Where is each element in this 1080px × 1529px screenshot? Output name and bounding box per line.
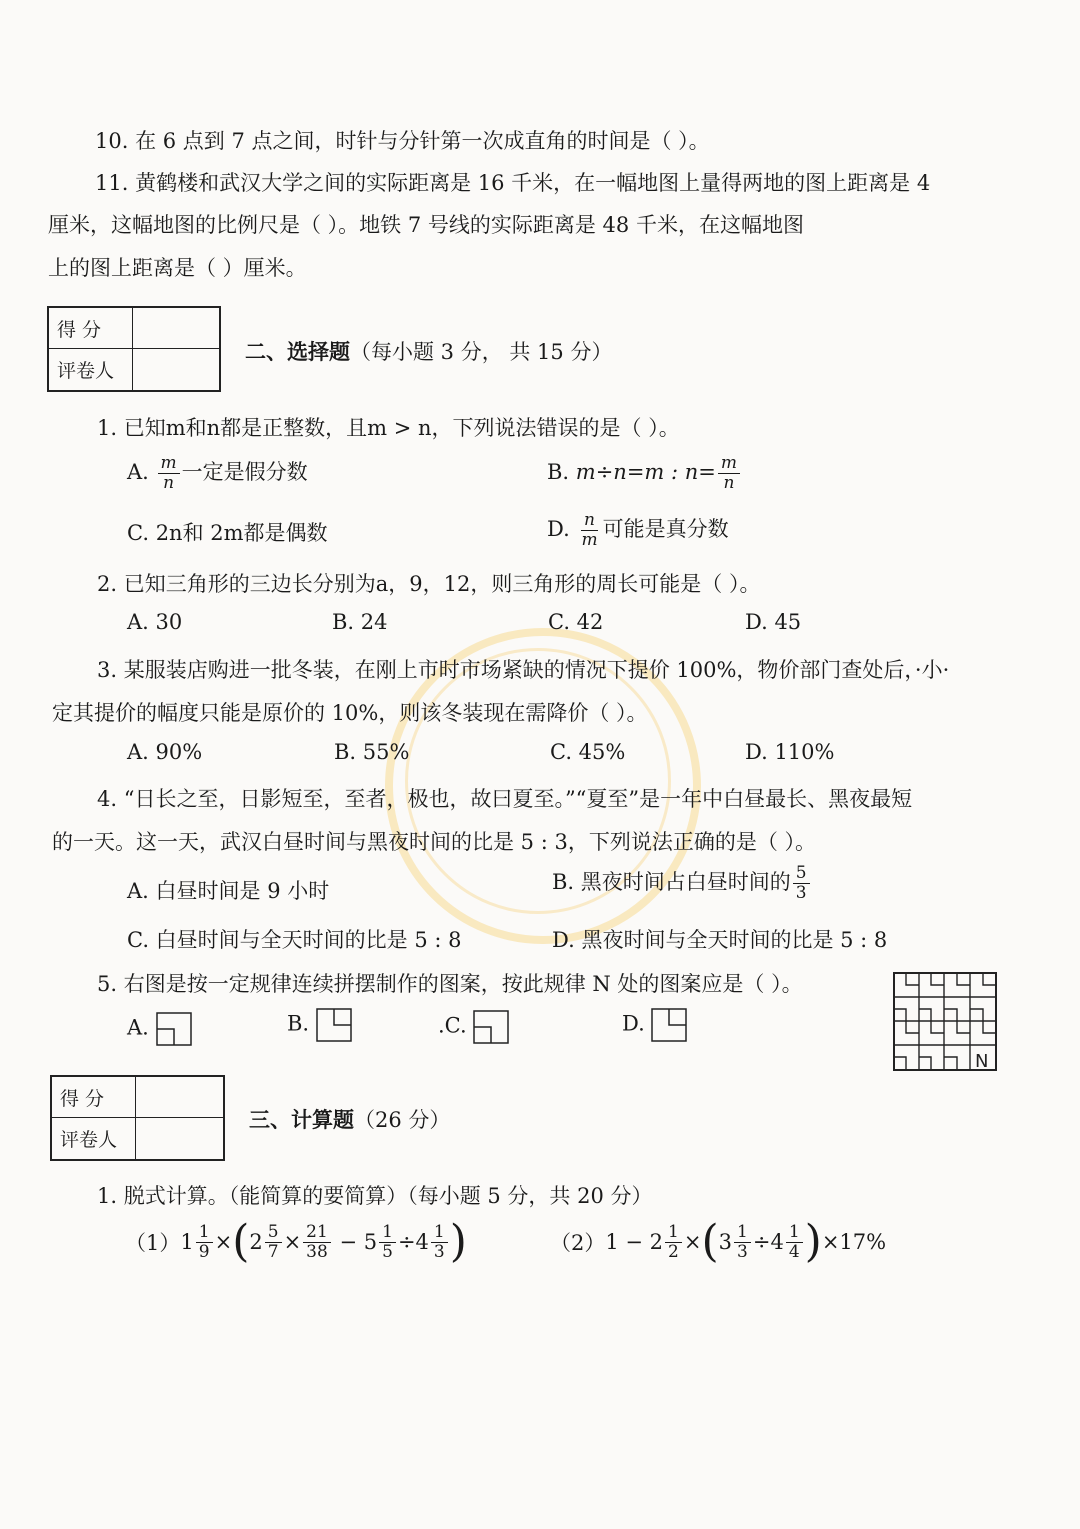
option-a-label: A. [127,460,149,484]
option-c-label: .C. [438,1013,467,1038]
pattern-b-icon [316,1008,352,1042]
fraction-num: 5 [793,865,810,884]
choice-3-option-b: B. 55% [334,740,410,764]
fraction-den: n [723,473,735,493]
choice-3-line2: 定其提价的幅度只能是原价的 10%，则该冬装现在需降价（ ）。 [52,701,648,725]
section-2-title-text: 二、选择题 [245,340,350,364]
option-b-label: B. [287,1011,310,1036]
choice-3-option-c: C. 45% [550,740,626,764]
choice-5-option-d [622,1008,687,1042]
choice-4-line1: 4. “日长之至，日影短至，至者，极也，故曰夏至。”“夏至”是一年中白昼最长、黑夜最短 [97,787,913,811]
score-box [47,306,221,392]
fraction-num: n [581,512,598,531]
option-b-text: m÷n=m : n= [575,460,716,484]
calc-question-1: 1. 脱式计算。（能简算的要简算）（每小题 5 分，共 20 分） [97,1184,653,1208]
section-2-subtitle: （每小题 3 分， 共 15 分） [350,340,613,364]
option-a-text: 一定是假分数 [181,460,308,484]
pattern-d-icon [651,1008,687,1042]
fraction-n-over-m [578,512,600,549]
question-11-line2: 厘米，这幅地图的比例尺是（ ）。地铁 7 号线的实际距离是 48 千米，在这幅地图 [48,213,804,237]
pattern-grid-figure [893,972,997,1072]
option-b-label: B. [547,460,570,484]
section-3-subtitle: （26 分） [354,1108,451,1132]
score-cell[interactable] [133,308,219,349]
expression-2: （2） 1 − 2 $\frac{1}{2}$ × ( 3 $\frac{1}{3}$ ÷4 $\frac{1}{4}$ ) ×17% [550,1216,887,1267]
option-a-label: A. [127,1015,149,1040]
option-d-label: D. [547,517,570,541]
question-11-line3: 上的图上距离是（ ）厘米。 [48,256,307,280]
expression-2-label: （2） [550,1231,606,1255]
score-box-2 [50,1075,225,1161]
choice-2-option-b: B. 24 [332,610,388,634]
choice-4-option-c: C. 白昼时间与全天时间的比是 5 : 8 [127,928,462,952]
choice-2-option-a: A. 30 [127,610,183,634]
choice-3-line1: 3. 某服装店购进一批冬装，在刚上市时市场紧缺的情况下提价 100%，物价部门查处后，·小· [97,658,950,682]
option-d-text: 可能是真分数 [602,517,729,541]
choice-5-option-b [287,1008,352,1042]
choice-4-option-b [552,865,812,902]
expression-1: （1） 1 $\frac{1}{9}$ × ( 2 $\frac{5}{7}$ × $\frac{21}{38}$ − 5 $\frac{1}{5}$ ÷4 $\frac{1}{3}$ ) [125,1216,467,1267]
choice-1-option-c [127,517,328,547]
choice-1-option-d [547,512,729,549]
fraction-den: m [581,530,598,550]
option-c-label: C. [127,521,149,545]
choice-1-option-a [127,455,308,492]
section-2-title [245,336,612,366]
fraction-num: m [718,455,740,474]
choice-1-option-b [547,455,742,492]
choice-5-stem: 5. 右图是按一定规律连续拼摆制作的图案，按此规律 N 处的图案应是（ ）。 [97,972,803,996]
choice-5-option-a [127,1012,192,1046]
choice-2-option-c: C. 42 [548,610,604,634]
option-c-text: 2n和 2m都是偶数 [155,521,328,545]
choice-5-option-c [438,1010,509,1044]
option-b-text: B. 黑夜时间占白昼时间的 [552,870,791,894]
fraction-5-over-3 [793,865,810,902]
fraction-m-over-n-b [718,455,740,492]
question-11-line1: 11. 黄鹤楼和武汉大学之间的实际距离是 16 千米，在一幅地图上量得两地的图上距离是 4 [95,171,931,195]
grader-label: 评卷人 [49,349,133,390]
choice-3-option-a: A. 90% [127,740,203,764]
fraction-den: n [163,473,175,493]
score-label: 得 分 [52,1077,136,1118]
fraction-m-over-n [158,455,180,492]
pattern-c-icon [473,1010,509,1044]
grader-cell[interactable] [136,1118,223,1159]
expression-1-label: （1） [125,1231,181,1255]
pattern-a-icon [156,1012,192,1046]
grader-label: 评卷人 [52,1118,136,1159]
option-d-label: D. [622,1011,645,1036]
fraction-den: 3 [795,883,807,903]
choice-1-stem: 1. 已知m和n都是正整数，且m > n，下列说法错误的是（ ）。 [97,416,680,440]
section-3-title [249,1104,450,1134]
section-3-title-text: 三、计算题 [249,1108,354,1132]
choice-4-option-a: A. 白昼时间是 9 小时 [127,879,330,903]
choice-2-option-d: D. 45 [745,610,802,634]
fraction-num: m [158,455,180,474]
choice-4-line2: 的一天。这一天，武汉白昼时间与黑夜时间的比是 5 : 3，下列说法正确的是（ ）。 [52,830,816,854]
grid-n-label: N [975,1051,989,1072]
choice-3-option-d: D. 110% [745,740,835,764]
choice-2-stem: 2. 已知三角形的三边长分别为a，9，12，则三角形的周长可能是（ ）。 [97,572,761,596]
score-cell[interactable] [136,1077,223,1118]
grader-cell[interactable] [133,349,219,390]
choice-4-option-d: D. 黑夜时间与全天时间的比是 5 : 8 [552,928,888,952]
question-10: 10. 在 6 点到 7 点之间，时针与分针第一次成直角的时间是（ ）。 [95,129,710,153]
score-label: 得 分 [49,308,133,349]
